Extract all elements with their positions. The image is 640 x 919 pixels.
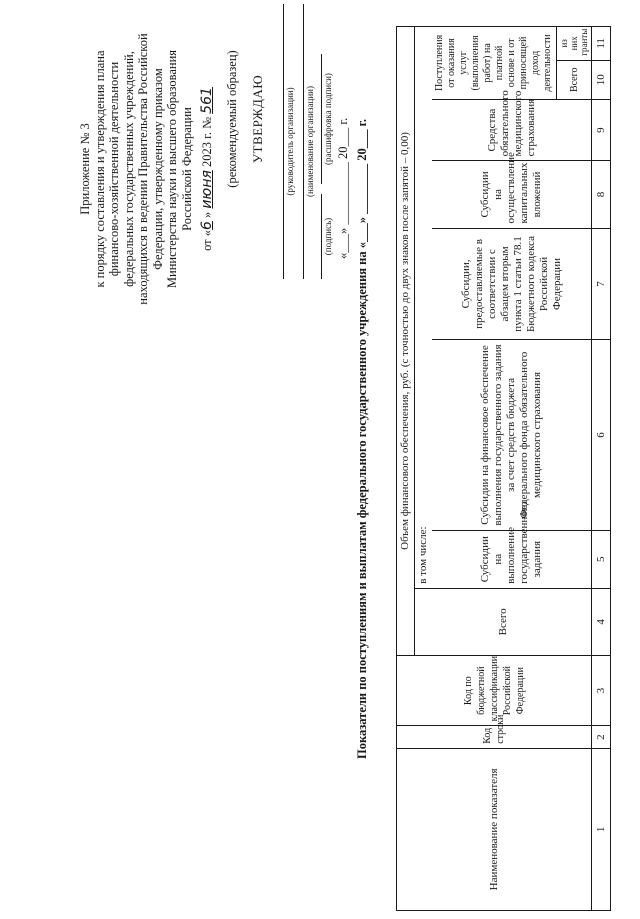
indicators-table xyxy=(396,26,611,911)
header-col7: Субсидии, предоставляемые в соответствии с абзацем вторым пункта 1 статьи 78.1 Бюджетного кодекса Российской Федерации xyxy=(432,228,592,340)
col-number: 10 xyxy=(592,60,611,99)
sign-caption: (подпись) xyxy=(323,217,333,256)
sign-line xyxy=(321,194,322,279)
table-title: Показатели по поступлениям и выплатам федерального государственного учреждения на «___» ________ 20___ г. xyxy=(355,118,369,759)
header-col9: Средства обязательного медицинского страхования xyxy=(432,99,592,161)
header-col8: Субсидии на осуществление капитальных вложений xyxy=(432,161,592,228)
col-number: 7 xyxy=(592,228,611,340)
recommended-sample-note: (рекомендуемый образец) xyxy=(225,50,239,188)
appendix-date: от «6 » июня 2023 г. № 561 xyxy=(199,87,215,251)
col-number: 3 xyxy=(592,655,611,725)
handwritten-day: 6 xyxy=(199,221,215,230)
col-number: 11 xyxy=(592,27,611,61)
header-paid-total: Всего xyxy=(557,60,592,99)
org-name-line xyxy=(303,4,304,279)
appendix-line: Российской Федерации xyxy=(179,107,194,231)
head-caption: (руководитель организации) xyxy=(285,87,295,196)
header-volume: Объем финансового обеспечения, руб. (с точностью до двух знаков после запятой – 0,00) xyxy=(397,27,415,656)
header-total: Всего xyxy=(415,588,592,655)
appendix-line: финансово-хозяйственной деятельности xyxy=(107,61,121,277)
approve-title: УТВЕРЖДАЮ xyxy=(250,74,265,164)
appendix-line: Приложение № 3 xyxy=(78,123,92,215)
col-number: 5 xyxy=(592,530,611,588)
col-number: 6 xyxy=(592,340,611,530)
header-col6: Субсидии на финансовое обеспечение выполнения государственного задания за счет средств бюджета Федерального фонда обязательного медицинского страхования xyxy=(432,340,592,530)
appendix-line: к порядку составления и утверждения плана xyxy=(92,50,107,288)
col-number: 2 xyxy=(592,726,611,748)
col-number: 4 xyxy=(592,588,611,655)
header-col5: Субсидии на выполнение государственного задания xyxy=(432,530,592,588)
header-bk: Код по бюджетной классификации Российской Федерации xyxy=(397,655,592,725)
appendix-line: находящихся в ведении Правительства Российской xyxy=(136,33,150,305)
header-code: Код строки xyxy=(397,726,592,748)
appendix-line: федеральных государственных учреждений, xyxy=(121,51,136,287)
header-name: Наименование показателя xyxy=(397,748,592,910)
header-paid: Поступления от оказания услуг (выполнения работ) на платной основе и от приносящей доход деятельности xyxy=(432,27,557,100)
handwritten-month: июня xyxy=(199,170,215,209)
appendix-line: Министерства науки и высшего образования xyxy=(165,49,179,289)
handwritten-number: 561 xyxy=(199,87,215,114)
decode-line xyxy=(321,54,322,184)
org-caption: (наименование организации) xyxy=(305,86,315,197)
decode-caption: (расшифровка подписи) xyxy=(323,73,333,165)
appendix-line: Федерации, утвержденному приказом xyxy=(150,68,165,270)
header-incl: в том числе: xyxy=(415,27,433,589)
header-grants: из них гранты xyxy=(557,27,592,61)
col-number: 1 xyxy=(592,748,611,910)
col-number: 8 xyxy=(592,161,611,228)
col-number: 9 xyxy=(592,99,611,161)
head-signature-line xyxy=(283,4,284,279)
appendix-block xyxy=(78,19,215,319)
approve-date: «___» __________ 20___ г. xyxy=(336,117,350,259)
